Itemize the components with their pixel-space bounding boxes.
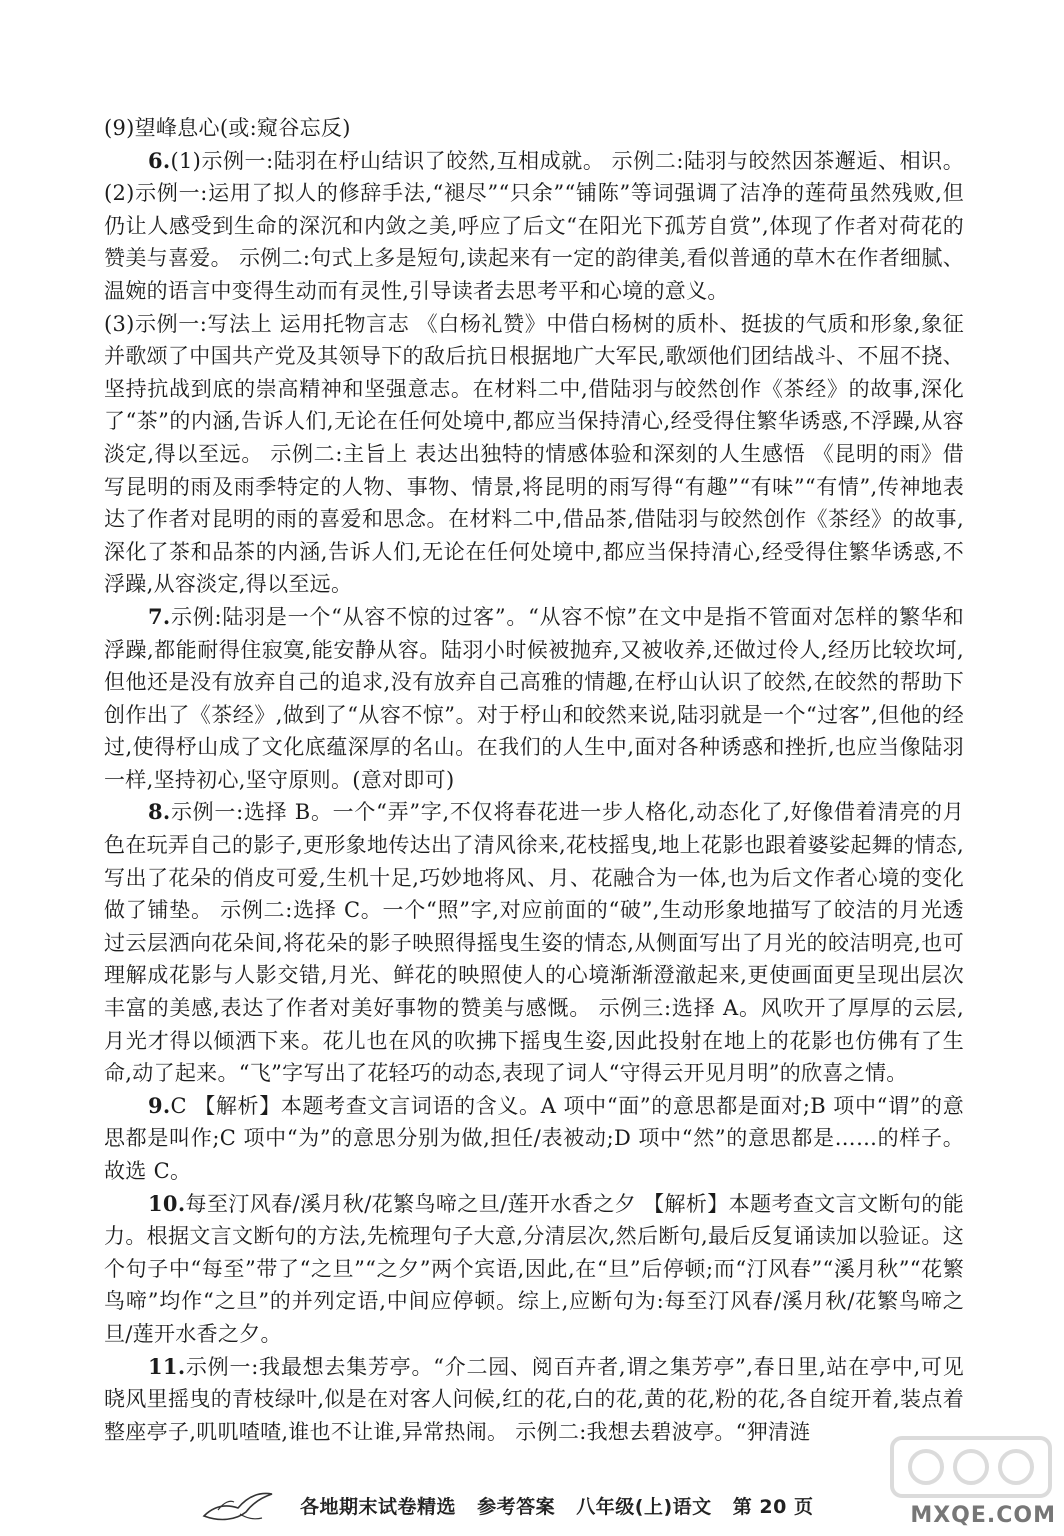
question-number: 10.	[148, 1190, 186, 1216]
footer-caption	[300, 1492, 827, 1519]
footer-section: 参考答案	[477, 1496, 556, 1518]
answer-paragraph	[104, 308, 964, 601]
answer-paragraph	[104, 796, 964, 1089]
paragraph-text: 示例:陆羽是一个“从容不惊的过客”。“从容不惊”在文中是指不管面对怎样的繁华和浮躁,都能耐得住寂寞,能安静从容。陆羽小时候被抛弃,又被收养,还做过伶人,经历比较坎坷,但他还是没有放弃自己的追求,没有放弃自己高雅的情趣,在杼山认识了皎然,在皎然的帮助下创作出了《茶经》,做到了“从容不惊”。对于杼山和皎然来说,陆羽就是一个“过客”,但他的经过,使得杼山成了文化底蕴深厚的名山。在我们的人生中,面对各种诱惑和挫折,也应当像陆羽一样,坚持初心,坚守原则。(意对即可)	[104, 604, 964, 792]
paragraph-text: (3)示例一:写法上 运用托物言志 《白杨礼赞》中借白杨树的质朴、挺拔的气质和形象,象征并歌颂了中国共产党及其领导下的敌后抗日根据地广大军民,歌颂他们团结战斗、不屈不挠、坚持抗战到底的崇高精神和坚强意志。在材料二中,借陆羽与皎然创作《茶经》的故事,深化了“茶”的内涵,告诉人们,无论在任何处境中,都应当保持清心,经受得住繁华诱惑,不浮躁,从容淡定,得以至远。 示例二:主旨上 表达出独特的情感体验和深刻的人生感悟 《昆明的雨》借写昆明的雨及雨季特定的人物、事物、情景,将昆明的雨写得“有趣”“有味”“有情”,传神地表达了作者对昆明的雨的喜爱和思念。在材料二中,借品茶,借陆羽与皎然创作《茶经》的故事,深化了茶和品茶的内涵,告诉人们,无论在任何处境中,都应当保持清心,经受得住繁华诱惑,不浮躁,从容淡定,得以至远。	[104, 311, 964, 597]
answer-paragraph	[104, 1188, 964, 1351]
paragraph-text: (9)望峰息心(或:窥谷忘反)	[104, 116, 351, 140]
question-number: 8.	[148, 799, 171, 825]
answer-paragraph	[104, 1351, 964, 1449]
question-number: 9.	[148, 1092, 171, 1118]
paragraph-text: 示例一:选择 B。一个“弄”字,不仅将春花进一步人格化,动态化了,好像借着清亮的月色在玩弄自己的影子,更形象地传达出了清风徐来,花枝摇曳,地上花影也跟着婆娑起舞的情态,写出了花朵的俏皮可爱,生机十足,巧妙地将风、月、花融合为一体,也为后文作者心境的变化做了铺垫。 示例二:选择 C。一个“照”字,对应前面的“破”,生动形象地描写了皎洁的月光透过云层洒向花朵间,将花朵的影子映照得摇曳生姿的情态,从侧面写出了月光的皎洁明亮,也可理解成花影与人影交错,月光、鲜花的映照使人的心境渐渐澄澈起来,更使画面更呈现出层次丰富的美感,表达了作者对美好事物的赞美与感慨。 示例三:选择 A。风吹开了厚厚的云层,月光才得以倾洒下来。花儿也在风的吹拂下摇曳生姿,因此投射在地上的花影也仿佛有了生命,动了起来。“飞”字写出了花轻巧的动态,表现了词人“守得云开见月明”的欣喜之情。	[104, 800, 964, 1086]
question-number: 6.	[148, 147, 171, 173]
paragraph-text: 示例一:我最想去集芳亭。“介二园、阅百卉者,谓之集芳亭”,春日里,站在亭中,可见晓风里摇曳的青枝绿叶,似是在对客人问候,红的花,白的花,黄的花,粉的花,各自绽开着,装点着整座亭子,叽叽喳喳,谁也不让谁,异常热闹。 示例二:我想去碧波亭。“狎清涟	[104, 1354, 964, 1444]
question-number: 7.	[148, 603, 171, 629]
answer-paragraph	[104, 112, 964, 145]
paragraph-text: (1)示例一:陆羽在杼山结识了皎然,互相成就。 示例二:陆羽与皎然因茶邂逅、相识。 (2)示例一:运用了拟人的修辞手法,“褪尽”“只余”“铺陈”等词强调了洁净的莲荷虽然残败,但仍让人感受到生命的深沉和内敛之美,呼应了后文“在阳光下孤芳自赏”,体现了作者对荷花的赞美与喜爱。 示例二:句式上多是短句,读起来有一定的韵律美,看似普通的草木在作者细腻、温婉的语言中变得生动而有灵性,引导读者去思考平和心境的意义。	[104, 148, 964, 303]
footer-series: 各地期末试卷精选	[300, 1496, 457, 1518]
paragraph-text: C 【解析】本题考查文言词语的含义。A 项中“面”的意思都是面对;B 项中“谓”的意思都是叫作;C 项中“为”的意思分别为做,担任/表被动;D 项中“然”的意思都是……的样子。故选 C。	[104, 1093, 964, 1183]
answer-paragraph	[104, 601, 964, 797]
swallow-logo-icon	[200, 1486, 276, 1526]
answer-paragraph	[104, 1090, 964, 1188]
answer-paragraph	[104, 145, 964, 308]
watermark-text: MXQE.COM	[910, 1503, 1056, 1528]
answer-body	[104, 112, 964, 1448]
paragraph-text: 每至汀风春/溪月秋/花繁鸟啼之旦/莲开水香之夕 【解析】本题考查文言文断句的能力。根据文言文断句的方法,先梳理句子大意,分清层次,然后断句,最后反复诵读加以验证。这个句子中“每至”带了“之旦”“之夕”两个宾语,因此,在“旦”后停顿;而“汀风春”“溪月秋”“花繁鸟啼”均作“之旦”的并列定语,中间应停顿。综上,应断句为:每至汀风春/溪月秋/花繁鸟啼之旦/莲开水香之夕。	[104, 1191, 964, 1346]
question-number: 11.	[148, 1353, 186, 1379]
footer-grade: 八年级(上)语文	[576, 1496, 712, 1518]
footer-page-number: 第 20 页	[732, 1496, 814, 1518]
